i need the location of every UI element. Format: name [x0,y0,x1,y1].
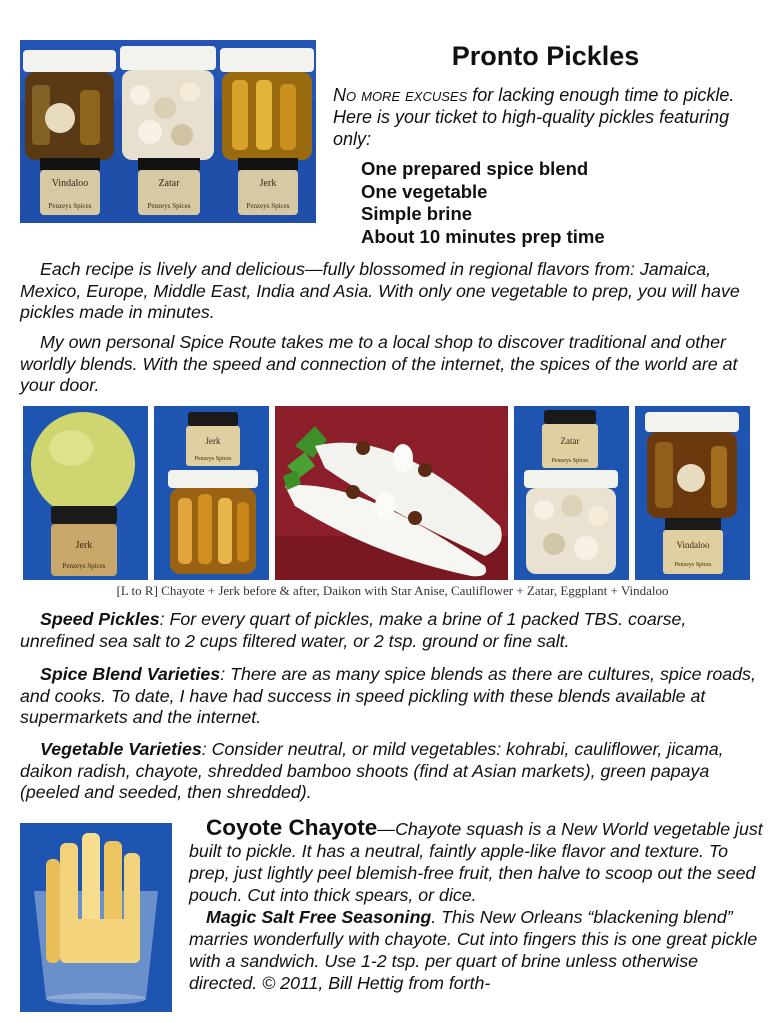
photo-cauliflower-zatar [514,406,629,580]
spice-brand-3: Penzeys Spices [246,202,290,210]
spice-brand: Penzeys Spices [194,456,232,462]
section-lead: Spice Blend Varieties [40,664,221,684]
feature-item: Simple brine [361,203,473,224]
magic-seasoning-body: . This New Orleans “blackening blend” marries wonderfully with chayote. Cut into fingers this is one great pickle with a sandwich. Use 1-2 tsp. per quart of brine unless otherwise directed. © 2011, Bill Hettig from forth- [189,907,758,993]
feature-item: One prepared spice blend [361,158,589,179]
chayote-heading: Coyote Chayote [206,815,378,840]
page-title: Pronto Pickles [451,41,640,71]
spice-label-vindaloo: Vindaloo [51,178,89,189]
intro-smallcaps: No more excuses [333,85,468,105]
photo-daikon-star-anise [275,406,508,580]
section-body: : For every quart of pickles, make a brine of 1 packed TBS. coarse, unrefined sea salt to 2 cups filtered water, or 2 tsp. ground or fine salt. [20,609,687,651]
magic-seasoning-lead: Magic Salt Free Seasoning [206,907,432,927]
section-speed-pickles [20,609,765,652]
photo-strip-caption: [L to R] Chayote + Jerk before & after, Daikon with Star Anise, Cauliflower + Zatar, Eggplant + Vindaloo [116,583,669,598]
paragraph-text: My own personal Spice Route takes me to a local shop to discover traditional and other worldly blends. With the speed and connection of the internet, the spices of the world are at your door. [20,332,738,395]
section-spice-blend-varieties [20,664,765,729]
photo-chayote-jerk-before [23,406,148,580]
spice-label-vindaloo: Vindaloo [676,540,710,550]
photo-eggplant-vindaloo [635,406,750,580]
chayote-section [189,817,769,994]
feature-list [361,158,761,248]
section-body: : There are as many spice blends as there are cultures, spice roads, and cooks. To date, I have had success in speed pickling with these blends available at supermarkets and the internet. [20,664,756,727]
intro-text [333,84,753,150]
paragraph-text: Each recipe is lively and delicious—fully blossomed in regional flavors from: Jamaica, Mexico, Europe, Middle East, India and Asia. With only one vegetable to prep, you will have pickles made in minutes. [20,259,740,322]
chayote-body: —Chayote squash is a New World vegetable just built to pickle. It has a neutral, faintly apple-like flavor and texture. To prep, just lightly peel blemish-free fruit, then halve to scoop out the seed pouch. Cut into thick spears, or dice. [189,819,763,905]
spice-brand-1: Penzeys Spices [48,202,92,210]
feature-item: One vegetable [361,180,488,202]
section-body: : Consider neutral, or mild vegetables: kohrabi, cauliflower, jicama, daikon radish, chayote, shredded bamboo shoots (find at Asian markets), green papaya (peeled and seeded, then shredded). [20,739,724,802]
paragraph-regional-flavors [20,259,765,324]
spice-label-jerk: Jerk [205,436,221,446]
spice-brand-2: Penzeys Spices [147,202,191,210]
intro-rest: for lacking enough time to pickle. Here is your ticket to high-quality pickles featuring only: [333,85,735,149]
top-photo-three-jars [20,40,316,223]
photo-chayote-glass [20,823,172,1012]
spice-brand: Penzeys Spices [674,562,712,568]
paragraph-spice-route [20,332,765,397]
spice-label-zatar: Zatar [158,178,180,189]
feature-item: About 10 minutes prep time [361,225,605,247]
section-lead: Speed Pickles [40,609,160,629]
spice-label-jerk: Jerk [259,178,277,189]
section-lead: Vegetable Varieties [40,739,202,759]
photo-chayote-jerk-after [154,406,269,580]
spice-label-jerk: Jerk [75,540,93,551]
spice-brand: Penzeys Spices [62,562,106,570]
spice-label-zatar: Zatar [560,436,580,446]
spice-brand: Penzeys Spices [551,458,589,464]
section-vegetable-varieties [20,739,765,804]
